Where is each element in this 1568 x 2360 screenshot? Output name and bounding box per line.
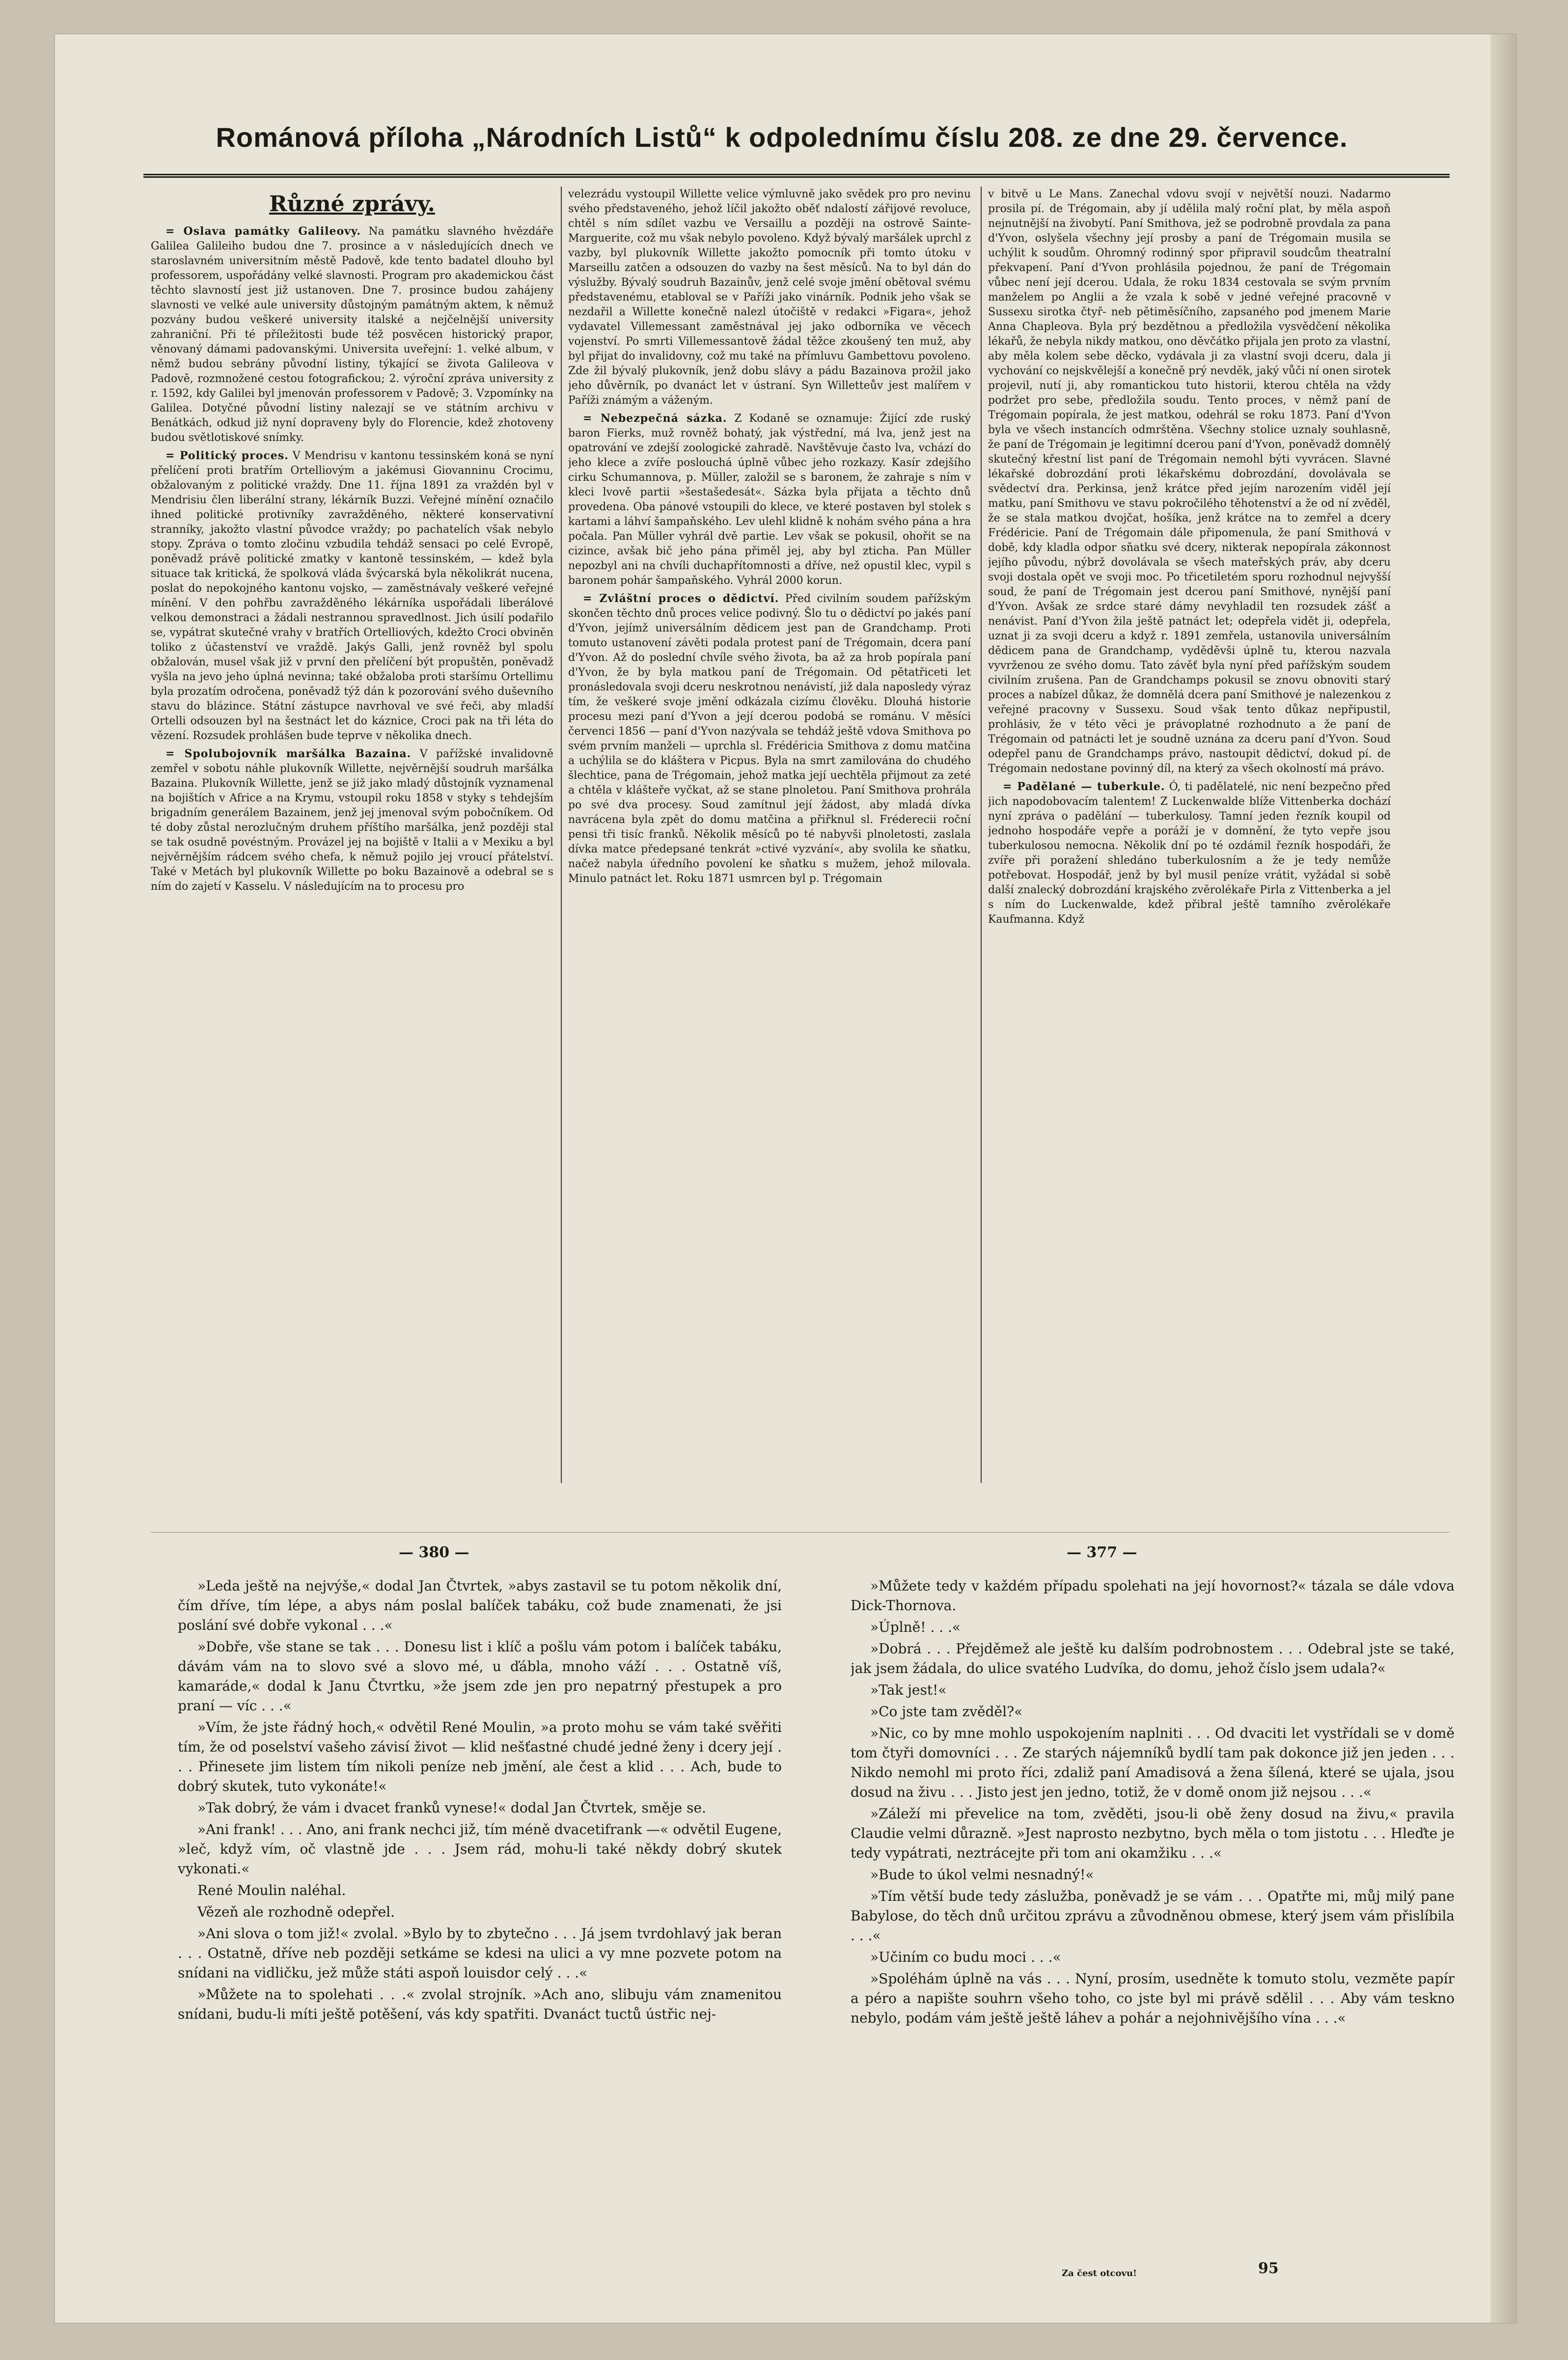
page-number-right: — 377 — — [1067, 1544, 1137, 1561]
news-item — [988, 187, 1391, 776]
printer-signature: Za čest otcovu! — [1062, 2268, 1137, 2278]
story-paragraph: »Tím větší bude tedy záslužba, poněvadž je se vám . . . Opatřte mi, můj milý pane Babylose, do těch dnů určitou zprávu a zůvodněnou obmese, který jsem vám přislíbila . . .« — [851, 1888, 1455, 1944]
news-item-head: = Politický proces. — [165, 449, 289, 462]
novel-text-left — [178, 1576, 782, 2264]
column-divider — [981, 187, 982, 1483]
story-paragraph: »Spoléhám úplně na vás . . . Nyní, prosím, usedněte k tomuto stolu, vezměte papír a péro a napište souhrn všeho toho, co jste byl mi právě sdělil . . . Aby vám teskno nebylo, podám vám ještě ještě láhev a pohár a nejohnivějšího vína . . .« — [851, 1971, 1455, 2026]
page-header: Románová příloha „Národních Listů“ k odpolednímu číslu 208. ze dne 29. července. — [216, 122, 1348, 153]
story-paragraph: »Ani frank! . . . Ano, ani frank nechci již, tím méně dvacetifrank —« odvětil Eugene, »leč, když vím, oč vlastně jde . . . Jsem rád, mohu-li také někdy dobrý skutek vykonati.« — [178, 1821, 782, 1877]
story-paragraph: Vězeň ale rozhodně odepřel. — [197, 1904, 395, 1920]
story-paragraph: »Tak dobrý, že vám i dvacet franků vynese!« dodal Jan Čtvrtek, směje se. — [197, 1800, 706, 1816]
sheet-number: 95 — [1258, 2260, 1279, 2277]
story-paragraph: »Bude to úkol velmi nesnadný!« — [870, 1866, 1094, 1883]
news-item-text: V pařížské invalidovně zemřel v sobotu náhle plukovník Willette, nejvěrnější soudruh maršálka Bazaina. Plukovník Willette, jenž se již jako mladý důstojník vyznamenal na bojištích v Africe a na Krymu, vstoupil roku 1858 v styky s tehdejším brigadním generálem Bazainem, jenž jej jmenoval svým pobočníkem. Od té doby zůstal nerozlučným druhem příštího maršálka, jenž později stal se tak osudně povéstným. Provázel jej na bojiště v Italii a v Mexiku a byl nejvěrnějším rádcem svého chefa, k němuž pojilo jej vroucí přátelství. Také v Metách byl plukovník Willette po boku Bazainově a odebral se s ním do zajetí v Kasselu. V následujícím na to procesu pro — [151, 748, 553, 893]
story-paragraph: »Dobrá . . . Přejděmež ale ještě ku dalším podrobnostem . . . Odebral jste se také, jak jsem žádala, do ulice svatého Ludvíka, do domu, jehož číslo jsem udala?« — [851, 1641, 1455, 1676]
story-paragraph: »Vím, že jste řádný hoch,« odvětil René Moulin, »a proto mohu se vám také svěřiti tím, že od poselství vašeho závisí život — klid nešťastné chudé jedné ženy i dcery její . . . Přinesete jim listem tím nikoli peníze neb jmění, ale čest a klid . . . Ach, bude to dobrý skutek, tuto vykonáte!« — [178, 1719, 782, 1794]
news-item-text: Na památku slavného hvězdáře Galilea Galileiho budou dne 7. prosince a v následujících dnech ve staroslavném universitním městě Padově, kde tento badatel dlouho byl professorem, uspořádány velké slavnosti. Program pro akademickou část těchto slavností jest již ustanoven. Dne 7. prosince budou zahájeny slavnosti ve velké aule university důstojným památným aktem, k němuž pozvány budou veškeré university italské a nejčelnější university zahraniční. Při té příležitosti bude též posvěcen historický prapor, věnovaný dámami padovanskými. Universita uveřejní: 1. velké album, v němž budou sebrány původní listiny, týkající se života Galileova v Padově, rozmnožené cestou fotografickou; 2. výroční zpráva university z r. 1592, kdy Galilei byl jmenován professorem v Padově; 3. Vzpomínky na Galilea. Dotyčné původní listiny nalezají se ve státním archivu v Benátkách, odkud již nyní dopraveny byly do Florencie, kdež zhotoveny budou světlotiskové snímky. — [151, 225, 553, 444]
news-item — [151, 746, 553, 894]
news-item-head: = Zvláštní proces o dědictví. — [583, 592, 779, 605]
story-paragraph: »Ani slova o tom již!« zvolal. »Bylo by to zbytečno . . . Já jsem tvrdohlavý jak beran . . . Ostatně, dříve neb později setkáme se kdesi na ulici a vy mne pozvete potom na snídani na vidličku, jež může státi aspoň louisdor celý . . .« — [178, 1925, 782, 1981]
novel-text-right — [851, 1576, 1455, 2264]
news-item-head: = Oslava památky Galileovy. — [165, 225, 361, 238]
story-paragraph: »Co jste tam zvěděl?« — [870, 1703, 1023, 1720]
news-item-text: Před civilním soudem pařížským skončen těchto dnů proces velice podivný. Šlo tu o dědictví po jakés paní d'Yvon, jejímž universálním dědicem jest pan de Grandchamp. Proti tomuto ustanovení závěti podala protest paní de Trégomain, dcera paní d'Yvon. Až do poslední chvíle svého života, ba až za hrob popírala paní d'Yvon, že by byla matkou paní de Trégomain. Od pětatřiceti let pronásledovala svoji dceru neskrotnou nenávistí, již dala naposledy výraz tím, že veškeré svoje jmění odkázala cizímu člověku. Dlouhá historie procesu mezi paní d'Yvon a její dcerou podobá se románu. V měsíci červenci 1856 — paní d'Yvon nazývala se tehdáž ještě vdova Smithova po svém prvním manželi — uprchla sl. Frédéricia Smithova z domu matčina a uchýlila se do kláštera v Picpus. Byla na smrt zamilována do chudého šlechtice, pana de Trégomain, jehož matka její uechtěla přijmout za zeté a chtěla v klášteře vyčkat, až se stane plnoletou. Paní Smithova prohrála po své dva procesy. Soud zamítnul její žádost, aby mladá dívka navrácena byla zpět do domu matčina a přiřknul sl. Fréderecii roční pensi tři tisíc franků. Několik měsíců po té nabyvši plnoletosti, zaslala dívka matce předepsané tenkrát »ctivé vyzvání«, aby svolila ke sňatku, načež nabyla úředního povolení ke sňatku s mužem, jehož milovala. Minulo patnáct let. Roku 1871 usmrcen byl p. Trégomain — [568, 593, 971, 885]
story-paragraph: »Tak jest!« — [870, 1682, 947, 1698]
page-number-left: — 380 — — [399, 1544, 469, 1561]
newspaper-page — [55, 34, 1516, 2323]
news-column-3 — [988, 187, 1391, 1483]
header-double-rule — [143, 174, 1450, 178]
news-column-2 — [568, 187, 971, 1483]
news-item-text: V Mendrisu v kantonu tessinském koná se nyní přelíčení proti bratřím Ortelliovým a jakémusi Giovanninu Crocimu, obžalovaným z politické vraždy. Dne 11. října 1891 za vraždén byl v Mendrisiu člen liberální strany, lékárník Buzzi. Veřejné mínění označilo ihned politické protivníky zavražděného, některé konservativní stranníky, jakožto vlastní původce vraždy; po pachatelích však nebylo stopy. Zpráva o tomto zločinu vzbudila tehdáž sensaci po celé Evropě, poněvadž právě politické zmatky v kantoně tessinském, — kdež byla situace tak kritická, že spolková vláda švýcarská byla několikrát nucena, poslat do nepokojného kantonu vojsko, — zaměstnávaly veškeré veřejné mínění. V den pohřbu zavražděného lékárníka uspořádali liberálové velkou demonstraci a žádali nestrannou spravedlnost. Jich úsilí podařilo se, vypátrat skutečné vrahy v bratřích Ortelliových, kdežto Croci obviněn toliko z účastenství ve vraždě. Jakýs Galli, jenž rovněž byl spolu obžalován, musel však již v první den přelíčení být propuštěn, poněvadž vyšla na jevo jeho úplná nevinna; také obžaloba proti staršímu Ortellimu byla prozatím odročena, poněvadž týž dán k pozorování svého duševního stavu do blázince. Státní zástupce navrhoval ve své řeči, aby mladší Ortelli odsouzen byl na šestnáct let do káznice, Croci pak na tři léta do vězení. Rozsudek prohlášen bude teprve v několika dnech. — [151, 450, 553, 742]
news-item-text: velezrádu vystoupil Willette velice výmluvně jako svědek pro pro nevinu svého představeného, jehož líčil jakožto oběť ndalostí zářijové revoluce, chtěl s ním sdílet vazbu ve Versaillu a později na ostrově Sainte-Marguerite, což mu však nebylo povoleno. Když bývalý maršálek uprchl z vazby, byl plukovník Willette jakožto pomocník při tomto útoku v Marseillu zatčen a odsouzen do vazby na šest měsíců. Na to byl dán do výslužby. Bývalý soudruh Bazainův, jenž celé svoje jmění obětoval svému představenému, etabloval se v Paříži jako vinárník. Podnik jeho však se nezdařil a Willette konečně nalezl útočiště v redakci »Figara«, jehož vydavatel Villemessant zaměstnával jej jako odborníka ve věcech vojenství. Po smrti Villemessantově žádal těžce zkoušený ten muž, aby byl přijat do invalidovny, což mu také na přímluvu Gambettovu povoleno. Zde žil bývalý plukovník, jenž dobu slávy a pádu Bazainova prožil jako jeho důvěrník, po dvanáct let v ústraní. Syn Willetteův jest malířem v Paříži známým a váženým. — [568, 188, 971, 407]
story-paragraph: »Úplně! . . .« — [870, 1619, 961, 1635]
story-paragraph: »Nic, co by mne mohlo uspokojením naplniti . . . Od dvaciti let vystřídali se v domě tom čtyři domovníci . . . Ze starých nájemníků bydlí tam pak dokonce již jen jeden . . . Nikdo nemohl mi proto říci, zdaliž paní Amadisová a žena šílená, které se ujala, jsou dosud na živu . . . Jisto jest jen jedno, totiž, že v domě onom již nejsou . . .« — [851, 1725, 1455, 1800]
news-item — [568, 591, 971, 886]
news-item-head: = Spolubojovník maršálka Bazaina. — [165, 747, 412, 760]
story-paragraph: »Můžete tedy v každém případu spolehati na její hovornost?« tázala se dále vdova Dick-Thornova. — [851, 1578, 1455, 1614]
news-item — [151, 448, 553, 743]
news-item-text: Z Kodaně se oznamuje: Žijící zde ruský baron Fierks, muž rovněž bohatý, jak výstřední, má lva, jenž jest na opatrování ve zdejší zoologické zahradě. Navštěvuje často lva, vchází do jeho klece a zvíře poslouchá úplně vůbec jeho rozkazy. Kasír zdejšího cirku Schumannova, p. Müller, založil se s baronem, že zahraje s ním v kleci lvově partii »šestašedesát«. Sázka byla přijata a těchto dnů provedena. Oba pánové vstoupili do klece, ve které postaven byl stolek s kartami a láhví šampaňského. Lev ulehl klidně k nohám svého pána a hra počala. Pan Müller vyhrál dvě partie. Lev však se pokusil, ohořit se na cizince, avšak bič jeho pána přiměl jej, aby byl zticha. Pan Müller nepozbyl ani na chvíli duchapřítomnosti a dříve, než opustil klec, vypil s baronem pohár šampaňského. Vyhrál 2000 korun. — [568, 412, 971, 587]
story-paragraph: »Dobře, vše stane se tak . . . Donesu list i klíč a pošlu vám potom i balíček tabáku, dávám vám na to slovo své a slovo mé, u ďábla, mnoho váží . . . Ostatně víš, kamaráde,« dodal k Janu Čtvrtku, »že jsem zde jen pro nepatrný přestupek a pro praní — víc . . .« — [178, 1639, 782, 1714]
news-item-text: v bitvě u Le Mans. Zanechal vdovu svojí v největší nouzi. Nadarmo prosila pí. de Trégomain, aby jí udělila malý roční plat, by měla aspoň nejnutnější na živobytí. Paní Smithova, jež se podrobně provdala za pana d'Yvon, oslyšela všechny její prosby a paní de Trégomain musila se uchýlit k soudům. Ohromný rodinný spor připravil soudcům theatralní překvapení. Paní d'Yvon prohlásila pojednou, že paní de Trégomain vůbec není její dcerou. Udala, že roku 1834 cestovala se svým prvním manželem po Anglii a že vzala k sobě v jedné veřejné pracovně v Sussexu sirotka čtyř- neb pětiměsíčního, zapsaného pod jmenem Marie Anna Chapleova. Byla prý bezdětnou a předložila vysvědčení několika lékařů, že nebyla nikdy matkou, ono děvčátko přijala jen proto za vlastní, aby měla kolem sebe děcko, vydávala ji za vlastní svoji dceru, dala ji vychování co nejskvělejší a konečně prý nevděk, jaký vůči ní onen sirotek projevil, nutí ji, aby romantickou tuto historii, kterou chtěla na vždy podržet pro sebe, předložila soudu. Tento proces, v němž paní de Trégomain popírala, že jest matkou, odehrál se roku 1873. Paní d'Yvon byla ve všech instancích odmrštěna. Všechny stolice uznaly souhlasně, že paní de Trégomain je legitimní dcerou paní d'Yvon, poněvadž domnělý skutečný křestní list paní de Trégomain nemohl býti vyvrácen. Slavné lékařské dobrozdání proti lékařskému dobrozdání, dovolávala se svědectví dra. Perkinsa, jenž krátce před jejím narozením viděl její matku, paní Smithovu ve stavu pokročilého těhotenství a že od ní zvěděl, že se stala matkou dvojčat, hošíka, jenž krátce na to zemřel a dcery Frédéricie. Paní de Trégomain dále připomenula, že paní Smithová v době, kdy kladla odpor sňatku své dcery, nikterak nepopírala zákonnost jejího původu, nýbrž dovolávala se všech mateřských práv, aby dceru svoji dostala opět ve svoji moc. Po třicetiletém sporu rozhodnul nejvyšší soud, že paní de Trégomain jest dcerou paní Smithové, nynější paní d'Yvon. Avšak ze srdce staré dámy nevyhladil ten rozsudek zášť a nenávist. Paní d'Yvon žila ještě patnáct let; odepřela vidět ji, odepřela, uznat ji za svoji dceru a když r. 1891 zemřela, ustanovila universálním dědicem pana de Grandchamp, vyděděvši úplně tu, kterou nazvala vyvrženou ze svého domu. Tato závěť byla nyní před pařížským soudem civilním zrušena. Pan de Grandchamps pokusil se znovu obnoviti starý proces a nabízel důkaz, že domnělá dcera paní Smithové je nalezenkou z veřejné pracovny v Sussexu. Soud však tento důkaz nepřipustil, prohlásiv, že v této věci je právoplatné rozhodnuto a že paní de Trégomain od patnácti let je soudně uznána za dceru paní d'Yvon. Soud odepřel panu de Grandchamps právo, nastoupit dědictví, dokud pí. de Trégomain nedostane povinný díl, na který za všech okolností má právo. — [988, 188, 1391, 775]
section-title: Různé zprávy. — [269, 192, 435, 217]
news-item-text: Ó, ti padělatelé, nic není bezpečno před jich napodobovacím talentem! Z Luckenwalde blíže Vittenberka dochází nyní zpráva o padělání — tuberkulosy. Tamní jeden řezník koupil od jednoho hospodáře vepře a poráží je v domnění, že tyto vepře jsou tuberkulosou nemocna. Několik dní po té ozdámil řezník hospodáři, že zvíře při poražení shledáno tuberkulosním a že je tedy nemůže potřebovat. Hospodář, jenž by byl musil peníze vrátit, vyžádal si sobě další znalecký dobrozdání krajského zvěrolékaře Pirla z Vittenberka a jel s ním do Luckenwalde, kdež přibral ještě tamního zvěrolékaře Kaufmanna. Když — [988, 781, 1391, 926]
column-divider — [561, 187, 562, 1483]
binding-edge — [1490, 34, 1516, 2323]
story-paragraph: René Moulin naléhal. — [197, 1882, 346, 1898]
story-paragraph: »Učiním co budu moci . . .« — [870, 1949, 1061, 1965]
news-item — [568, 187, 971, 408]
section-divider — [151, 1532, 1450, 1533]
news-column-1 — [151, 187, 553, 1483]
news-item — [151, 224, 553, 445]
news-item-head: = Padělané — tuberkule. — [1003, 780, 1165, 793]
news-item-head: = Nebezpečná sázka. — [583, 412, 727, 425]
news-item — [568, 411, 971, 588]
news-item — [988, 779, 1391, 927]
story-paragraph: »Můžete na to spolehati . . .« zvolal strojník. »Ach ano, slibuju vám znamenitou snídani, budu-li míti ještě potěšení, vás kdy spatřiti. Dvanáct tuctů ústřic nej- — [178, 1986, 782, 2022]
story-paragraph: »Leda ještě na nejvýše,« dodal Jan Čtvrtek, »abys zastavil se tu potom několik dní, čím dříve, tím lépe, a abys nám poslal balíček tabáku, což bude znamenati, že jsi poslání své dobře vykonal . . .« — [178, 1578, 782, 1633]
story-paragraph: »Záleží mi převelice na tom, zvěděti, jsou-li obě ženy dosud na živu,« pravila Claudie velmi důrazně. »Jest naprosto nezbytno, bych měla o tom jistotu . . . Hleďte je tedy vypátrati, neztrácejte při tom ani okamžiku . . .« — [851, 1806, 1455, 1861]
